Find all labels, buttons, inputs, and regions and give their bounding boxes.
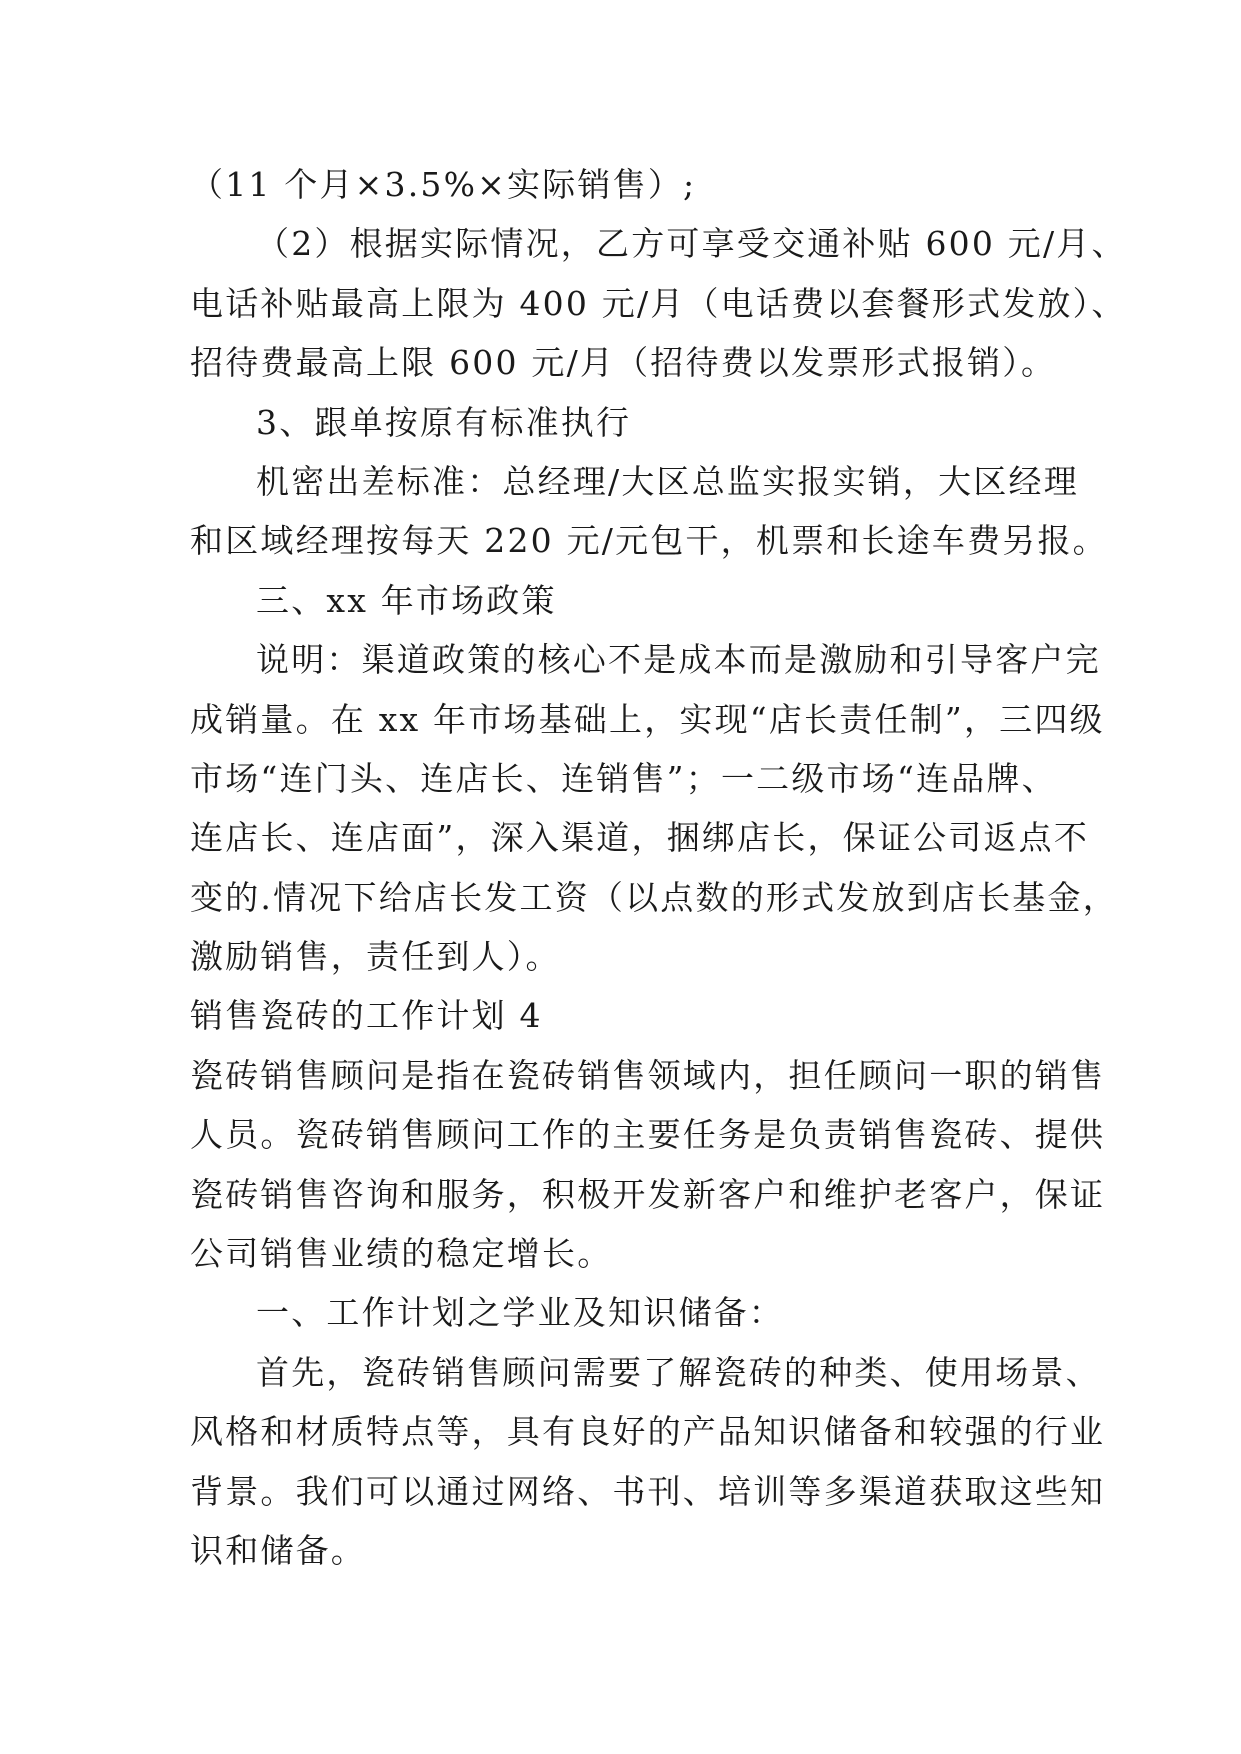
text-line-12: 连店长、连店面”，深入渠道，捆绑店长，保证公司返点不 [190,818,1090,858]
text-line-3: 电话补贴最高上限为 400 元/月（电话费以套餐形式发放）、 [190,283,1127,323]
text-line-11: 市场“连门头、连店长、连销售”；一二级市场“连品牌、 [190,758,1057,798]
text-line-22: 风格和材质特点等，具有良好的产品知识储备和较强的行业 [190,1412,1106,1452]
text-line-18: 瓷砖销售咨询和服务，积极开发新客户和维护老客户，保证 [190,1174,1106,1214]
text-line-5: 3、跟单按原有标准执行 [256,402,632,442]
text-line-2: （2）根据实际情况，乙方可享受交通补贴 600 元/月、 [256,224,1127,264]
text-line-7: 和区域经理按每天 220 元/元包干，机票和长途车费另报。 [190,521,1108,561]
text-line-1: （11 个月×3.5%×实际销售）; [190,165,697,204]
text-line-19: 公司销售业绩的稳定增长。 [190,1234,613,1274]
text-line-6: 机密出差标准：总经理/大区总监实报实销，大区经理 [256,461,1079,501]
text-line-13: 变的.情况下给店长发工资（以点数的形式发放到店长基金， [190,877,1118,917]
section-heading-knowledge: 一、工作计划之学业及知识储备： [256,1293,784,1333]
text-line-17: 人员。瓷砖销售顾问工作的主要任务是负责销售瓷砖、提供 [190,1115,1106,1155]
text-line-14: 激励销售，责任到人）。 [190,937,561,977]
text-line-21: 首先，瓷砖销售顾问需要了解瓷砖的种类、使用场景、 [256,1352,1101,1392]
text-line-24: 识和储备。 [190,1530,366,1570]
section-heading-market-policy: 三、xx 年市场政策 [256,580,557,620]
document-body [190,155,1127,1580]
text-line-23: 背景。我们可以通过网络、书刊、培训等多渠道获取这些知 [190,1471,1106,1511]
section-title-work-plan-4: 销售瓷砖的工作计划 4 [190,996,543,1036]
text-line-10: 成销量。在 xx 年市场基础上，实现“店长责任制”，三四级 [190,699,1105,739]
text-line-9: 说明：渠道政策的核心不是成本而是激励和引导客户完 [256,640,1101,680]
text-line-4: 招待费最高上限 600 元/月（招待费以发票形式报销）。 [190,343,1057,383]
text-line-16: 瓷砖销售顾问是指在瓷砖销售领域内，担任顾问一职的销售 [190,1055,1106,1095]
